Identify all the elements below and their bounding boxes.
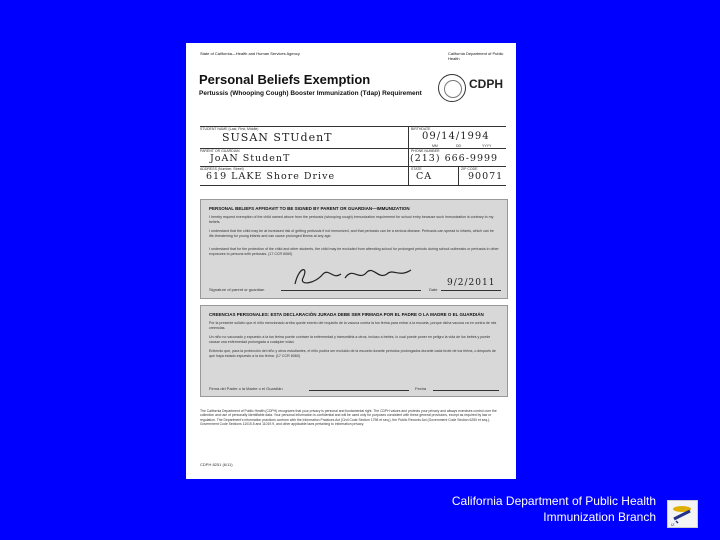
footer-caption bbox=[452, 494, 656, 525]
field-divider bbox=[408, 126, 409, 186]
english-heading: PERSONAL BELIEFS AFFIDAVIT TO BE SIGNED BY PARENT OR GUARDIAN—IMMUNIZATION bbox=[209, 206, 410, 211]
immunization-branch-logo bbox=[667, 500, 698, 528]
student-name-label: STUDENT NAME (Last, First, Middle) bbox=[200, 127, 259, 131]
english-affidavit-section bbox=[200, 199, 508, 299]
form-title: Personal Beliefs Exemption bbox=[199, 72, 371, 87]
date-label: Date bbox=[429, 287, 438, 292]
field-rule bbox=[200, 148, 506, 149]
parent-name-value: JoAN StudenT bbox=[210, 153, 291, 164]
department-name: California Department of Public Health bbox=[448, 51, 504, 61]
svg-text:IZ: IZ bbox=[671, 522, 675, 527]
phone-value: (213) 666-9999 bbox=[410, 153, 499, 164]
signature-label: Signature of parent or guardian bbox=[209, 287, 265, 292]
zip-value: 90071 bbox=[468, 171, 504, 182]
spanish-signature-label: Firma del Padre o la Madre o el Guardián bbox=[209, 386, 283, 391]
agency-name: State of California—Health and Human Services Agency bbox=[200, 51, 300, 56]
parent-signature bbox=[289, 264, 419, 290]
branch-caption: Immunization Branch bbox=[543, 509, 656, 524]
date-value: 9/2/2011 bbox=[447, 278, 496, 288]
state-seal-icon bbox=[438, 74, 466, 102]
spanish-affidavit-section bbox=[200, 305, 508, 397]
state-label: STATE bbox=[411, 167, 422, 171]
cdph-logo: CDPH bbox=[469, 77, 504, 91]
dd-label: DD bbox=[456, 144, 462, 148]
birthdate-value: 09/14/1994 bbox=[422, 131, 490, 142]
birthdate-label: BIRTHDATE bbox=[411, 127, 431, 131]
spanish-paragraph: Un niño no vacunado y expuesto a la tos ferina puede contraer la enfermedad y transmitirla a otros, incluso a bebés, lo cual puede poner en peligro la vida de los bebés y puede causar una enfermedad prolongada a cualquier edad. bbox=[209, 335, 491, 344]
signature-line bbox=[309, 390, 409, 391]
state-value: CA bbox=[416, 171, 433, 182]
spanish-date-label: Fecha bbox=[415, 386, 427, 391]
address-value: 619 LAKE Shore Drive bbox=[206, 171, 336, 182]
english-paragraph: I understand that the child may be at increased risk of getting pertussis if not immunized, and that pertussis can be a serious disease. Pertussis can spread to infants, which can be life-threatening for young infants and can cause prolonged illness at any age. bbox=[209, 229, 494, 238]
form-subtitle: Pertussis (Whooping Cough) Booster Immunization (Tdap) Requirement bbox=[199, 90, 422, 97]
english-paragraph: I hereby request exemption of the child named above from the pertussis (whooping cough) immunization requirement for school entry because such immunization is contrary to my beliefs. bbox=[209, 215, 494, 224]
yyyy-label: YYYY bbox=[482, 144, 492, 148]
address-label: ADDRESS (Number, Street) bbox=[200, 167, 244, 171]
parent-name-label: PARENT OR GUARDIAN bbox=[200, 149, 240, 153]
field-divider bbox=[458, 166, 459, 186]
department-caption: California Department of Public Health bbox=[451, 494, 656, 508]
english-paragraph: I understand that for the protection of the child and other students, the child may be excluded from attending school for prolonged periods during school outbreaks or pertussis in other exposures to persons with pertussis. (17 CCR 6060) bbox=[209, 247, 499, 256]
spanish-paragraph: Por la presente solicito que el niño mencionado arriba quede exento del requisito de la vacuna contra la tos ferina para entrar a la escuela, porque dicha vacuna va en contra de mis creencias. bbox=[209, 321, 497, 330]
syringe-icon bbox=[668, 501, 697, 527]
exemption-form-page bbox=[186, 43, 516, 479]
student-name-value: SUSAN STUdenT bbox=[222, 131, 333, 144]
phone-label: PHONE NUMBER bbox=[411, 149, 440, 153]
field-rule bbox=[200, 185, 506, 186]
form-code: CDPH 8251 (6/11) bbox=[200, 462, 233, 467]
zip-label: ZIP CODE bbox=[461, 167, 478, 171]
date-line bbox=[433, 390, 499, 391]
mm-label: MM bbox=[432, 144, 438, 148]
privacy-notice: The California Department of Public Health (CDPH) recognizes that your privacy is personal and fundamental right. The CDPH values and protects your privacy and always exercises control over the collection and use of personally identifiable data. Your personal information is confidential and will be used only for purposes consistent with these general provisions, except as required by law or regulation. The Department's information practices conform with the Information Practices Act (Civil Code Section 1798 et seq.), the Public Records Act (Government Code Section 6250 et seq.), Government Code Sections 11015.5 and 11019.9, and other applicable laws pertaining to information privacy. bbox=[200, 409, 497, 427]
date-line bbox=[441, 290, 501, 291]
spanish-heading: CREENCIAS PERSONALES: ESTA DECLARACIÓN JURADA DEBE SER FIRMADA POR EL PADRE O LA MADRE O EL GUARDIÁN bbox=[209, 312, 484, 317]
spanish-paragraph: Entiendo que, para la protección del niño y otros estudiantes, el niño podría ser excluido de la escuela durante periodos prolongados durante cada brote de tos ferina, o después de que haya estado expuesto a la tos ferina. (17 CCR 6060) bbox=[209, 349, 496, 358]
signature-line bbox=[281, 290, 421, 291]
